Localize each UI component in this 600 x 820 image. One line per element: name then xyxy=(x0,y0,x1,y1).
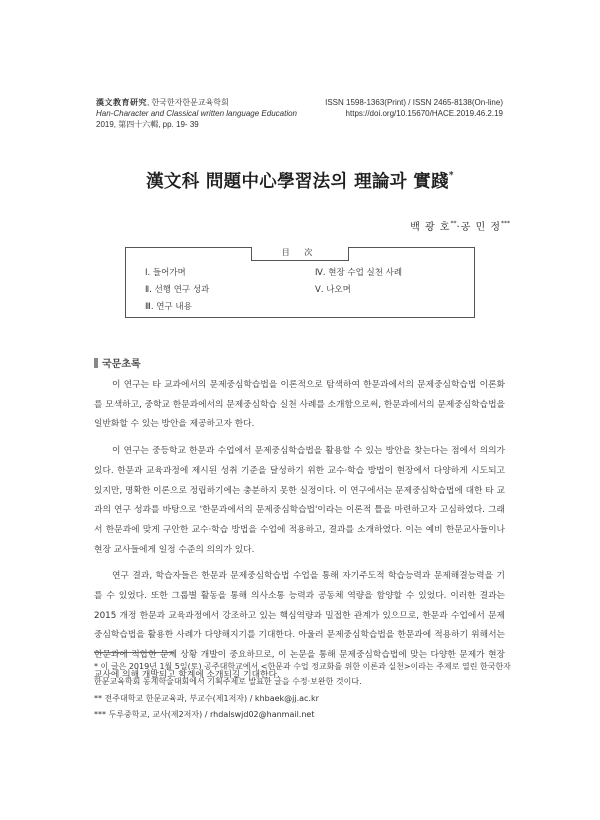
journal-korean-name: 한국한자한문교육학회 xyxy=(151,98,229,107)
toc-item-4[interactable]: Ⅳ. 현장 수업 실천 사례 xyxy=(315,268,403,278)
toc-item-3[interactable]: Ⅲ. 연구 내용 xyxy=(145,302,192,312)
abstract-paragraph-2: 이 연구는 중등학교 한문과 수업에서 문제중심학습법을 활용할 수 있는 방안을 찾는다는 점에서 의의가 있다. 한문과 교육과정에 제시된 성취 기준을 달성하기 위한 교수·학습 방법이 현장에서 다양하게 시도되고 있지만, 명확한 이론으로 정립하기에는 충분하지 못한 실정이다. 이 연구에서는 문제중심학습법에 대한 타 교과의 연구 성과를 바탕으로 '한문과에서의 문제중심학습법'이라는 이론적 틀을 마련하고자 고심하였다. 그래서 한문과에 맞게 구안한 교수·학습 방법을 수업에 적용하고, 결과를 소개하였다. 이는 예비 한문교사들이나 현장 교사들에게 일정 수준의 의의가 있다. xyxy=(94,446,505,555)
author-separator: · xyxy=(456,222,461,233)
toc-item-5[interactable]: Ⅴ. 나오며 xyxy=(315,285,351,295)
author-1-mark[interactable]: ** xyxy=(450,220,457,227)
footnote-3: *** 두루중학교, 교사(제2저자) / rhdalswjd02@hanmail.net xyxy=(94,710,315,719)
publication-ids xyxy=(325,97,503,119)
footnote-2: ** 전주대학교 한문교육과, 부교수(제1저자) / khbaek@jj.ac.kr xyxy=(94,694,319,703)
heading-marker xyxy=(94,358,98,368)
paper-title xyxy=(0,168,600,193)
doi-link[interactable]: https://doi.org/10.15670/HACE.2019.46.2.19 xyxy=(345,109,503,118)
paper-title-text: 漢文科 問題中心學習法의 理論과 實踐 xyxy=(146,172,449,192)
abstract-heading-text: 국문초록 xyxy=(102,359,141,370)
toc-heading: 目 次 xyxy=(251,247,349,261)
toc-item-1[interactable]: Ⅰ. 들어가며 xyxy=(145,268,186,278)
issn: ISSN 1598-1363(Print) / ISSN 2465-8138(On-line) xyxy=(325,98,503,107)
title-footnote-mark[interactable]: * xyxy=(448,171,454,181)
author-1: 백 광 호 xyxy=(410,222,451,233)
authors xyxy=(410,218,510,233)
abstract-paragraph-3: 연구 결과, 학습자들은 한문과 문제중심학습법 수업을 통해 자기주도적 학습능력과 문제해결능력을 기를 수 있었다. 또한 그룹별 활동을 통해 의사소통 능력과 공동체 역량을 함양할 수 있었다. 이러한 결과는 2015 개정 한문과 교육과정에서 강조하고 있는 핵심역량과 밀접한 관계가 있으므로, 한문과 수업에서 문제중심학습법을 활용한 사례가 다양해지기를 기대한다. 아울러 문제중심학습법을 한문과에 적용하기 위해서는 한문과에 적합한 문제 상황 개발이 중요하므로, 이 논문을 통해 문제중심학습법에 맞는 다양한 문제가 현장 교사에 의해 개발되고 학계에 소개되길 기대한다. xyxy=(94,571,505,680)
journal-english-name: Han-Character and Classical written language Education xyxy=(96,109,297,118)
abstract-paragraph-1: 이 연구는 타 교과에서의 문제중심학습법을 이론적으로 탐색하여 한문과에서의 문제중심학습법 이론화를 모색하고, 중학교 한문과에서의 문제중심학습 실천 사례를 소개함으로써, 한문과에서의 문제중심학습법을 일반화할 수 있는 방안을 제공하고자 한다. xyxy=(94,380,505,430)
journal-header: 漢文教育研究, 한국한자한문교육학회 Han-Character and Classical written language Education 2019, 第四十六輯, pp. 19- 39 xyxy=(96,97,297,129)
journal-logo: 漢文教育研究 xyxy=(96,97,147,107)
author-2-mark[interactable]: *** xyxy=(501,220,510,227)
footnote-divider xyxy=(94,652,174,653)
issue-info: 2019, 第四十六輯, pp. 19- 39 xyxy=(96,120,199,129)
abstract-heading xyxy=(94,355,141,370)
abstract-body xyxy=(94,376,505,686)
author-2: 공 민 정 xyxy=(460,222,501,233)
footnote-1: * 이 글은 2019년 1월 5일(토) 공주대학교에서 <한문과 수업 정교화를 위한 이론과 실천>이라는 주제로 열린 한국한자한문교육학회 동계학술대회에서 기획주제로 발표한 글을 수정·보완한 것이다. xyxy=(94,662,511,686)
toc-item-2[interactable]: Ⅱ. 선행 연구 성과 xyxy=(145,285,210,295)
